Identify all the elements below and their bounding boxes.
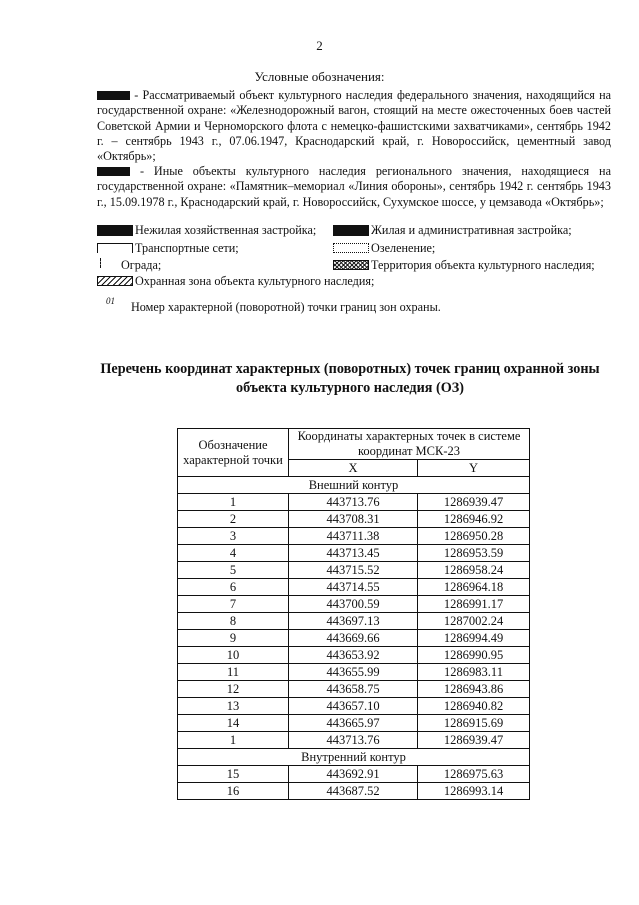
y-cell: 1286975.63 (418, 766, 530, 783)
page-number: 2 (316, 38, 323, 53)
point-number-cell: 12 (178, 681, 289, 698)
point-number-cell: 15 (178, 766, 289, 783)
table-row (178, 562, 530, 579)
y-cell: 1286994.49 (418, 630, 530, 647)
point-number-cell: 8 (178, 613, 289, 630)
legend-protection-zone: Охранная зона объекта культурного наследия; (135, 274, 375, 288)
x-cell: 443692.91 (289, 766, 418, 783)
nonresidential-swatch (97, 225, 133, 236)
y-cell: 1286915.69 (418, 715, 530, 732)
point-number-cell: 3 (178, 528, 289, 545)
legend-heritage-territory: Территория объекта культурного наследия; (371, 258, 595, 272)
point-number-cell: 13 (178, 698, 289, 715)
y-cell: 1286958.24 (418, 562, 530, 579)
legend-main-object-text: - Рассматриваемый объект культурного наследия федерального значения, находящийся на государственной охране: «Железнодорожный вагон, стоящий на месте ожесточенных боев частей Советской Армии и Черноморского флота с немецко-фашистскими захватчиками», сентябрь 1942 г. – сентябрь 1943 г., 07.06.1947, Краснодарский край, г. Новороссийск, цементный завод «Октябрь»; (97, 88, 612, 164)
x-cell: 443713.76 (289, 732, 418, 749)
x-cell: 443708.31 (289, 511, 418, 528)
legend-fence: Ограда; (121, 258, 162, 272)
table-row (178, 630, 530, 647)
point-number-cell: 1 (178, 494, 289, 511)
x-cell: 443655.99 (289, 664, 418, 681)
table-row (178, 596, 530, 613)
table-row (178, 715, 530, 732)
table-row (178, 681, 530, 698)
x-cell: 443665.97 (289, 715, 418, 732)
table-row (178, 528, 530, 545)
table-row (178, 494, 530, 511)
col2-header: Координаты характерных точек в системе координат МСК-23 (289, 429, 530, 460)
legend-main-object (97, 88, 611, 164)
fence-swatch (100, 258, 101, 268)
point-number-cell: 14 (178, 715, 289, 732)
section-row (178, 477, 530, 494)
header-row (178, 429, 530, 460)
x-cell: 443697.13 (289, 613, 418, 630)
y-cell: 1286943.86 (418, 681, 530, 698)
x-cell: 443715.52 (289, 562, 418, 579)
point-number-cell: 2 (178, 511, 289, 528)
y-cell: 1286939.47 (418, 494, 530, 511)
table-title: Перечень координат характерных (поворотных) точек границ охранной зоны объекта культурного наследия (ОЗ) (100, 361, 600, 396)
x-header: X (289, 460, 418, 477)
legend-nonresidential: Нежилая хозяйственная застройка; (135, 223, 317, 237)
regional-object-swatch (97, 167, 130, 176)
point-number-cell: 9 (178, 630, 289, 647)
point-number-cell: 1 (178, 732, 289, 749)
y-cell: 1287002.24 (418, 613, 530, 630)
point-number-cell: 4 (178, 545, 289, 562)
y-cell: 1286939.47 (418, 732, 530, 749)
table-row (178, 766, 530, 783)
section-name: Внутренний контур (178, 749, 530, 766)
y-cell: 1286993.14 (418, 783, 530, 800)
point-number-cell: 7 (178, 596, 289, 613)
legend-residential: Жилая и административная застройка; (371, 223, 572, 237)
legend-point-number: Номер характерной (поворотной) точки границ зон охраны. (131, 300, 441, 314)
x-cell: 443714.55 (289, 579, 418, 596)
section-row (178, 749, 530, 766)
y-cell: 1286946.92 (418, 511, 530, 528)
point-number-cell: 6 (178, 579, 289, 596)
legend-regional-objects-text: - Иные объекты культурного наследия регионального значения, находящиеся на государственной охране: «Памятник–мемориал «Линия обороны», сентябрь 1942 г. сентябрь 1943 г., 15.09.1978 г., Краснодарский край, г. Новороссийск, Сухумское шоссе, у цемзавода «Октябрь»; (97, 164, 611, 209)
x-cell: 443711.38 (289, 528, 418, 545)
point-number-cell: 5 (178, 562, 289, 579)
y-cell: 1286950.28 (418, 528, 530, 545)
point-number-cell: 10 (178, 647, 289, 664)
col1-header: Обозначение характерной точки (178, 429, 289, 477)
point-number-cell: 11 (178, 664, 289, 681)
table-row (178, 545, 530, 562)
greenery-swatch (333, 243, 369, 253)
x-cell: 443657.10 (289, 698, 418, 715)
table-row (178, 511, 530, 528)
y-header: Y (418, 460, 530, 477)
x-cell: 443658.75 (289, 681, 418, 698)
protection-zone-swatch (97, 276, 133, 286)
table-row (178, 698, 530, 715)
y-cell: 1286940.82 (418, 698, 530, 715)
section-name: Внешний контур (178, 477, 530, 494)
main-object-swatch (97, 91, 130, 100)
residential-swatch (333, 225, 369, 236)
table-row (178, 647, 530, 664)
legend-regional-objects (97, 164, 611, 210)
x-cell: 443700.59 (289, 596, 418, 613)
table-row (178, 732, 530, 749)
legend-greenery: Озеленение; (371, 241, 436, 255)
y-cell: 1286990.95 (418, 647, 530, 664)
heritage-territory-swatch (333, 260, 369, 270)
x-cell: 443669.66 (289, 630, 418, 647)
legend-transport: Транспортные сети; (135, 241, 239, 255)
coordinates-table (177, 428, 530, 800)
table-row (178, 613, 530, 630)
point-symbol: 01 (106, 296, 115, 306)
x-cell: 443713.76 (289, 494, 418, 511)
transport-swatch (97, 243, 133, 253)
legend-title: Условные обозначения: (254, 69, 385, 84)
point-number-cell: 16 (178, 783, 289, 800)
y-cell: 1286953.59 (418, 545, 530, 562)
table-row (178, 664, 530, 681)
x-cell: 443653.92 (289, 647, 418, 664)
table-row (178, 783, 530, 800)
y-cell: 1286991.17 (418, 596, 530, 613)
y-cell: 1286964.18 (418, 579, 530, 596)
table-row (178, 579, 530, 596)
x-cell: 443687.52 (289, 783, 418, 800)
y-cell: 1286983.11 (418, 664, 530, 681)
x-cell: 443713.45 (289, 545, 418, 562)
